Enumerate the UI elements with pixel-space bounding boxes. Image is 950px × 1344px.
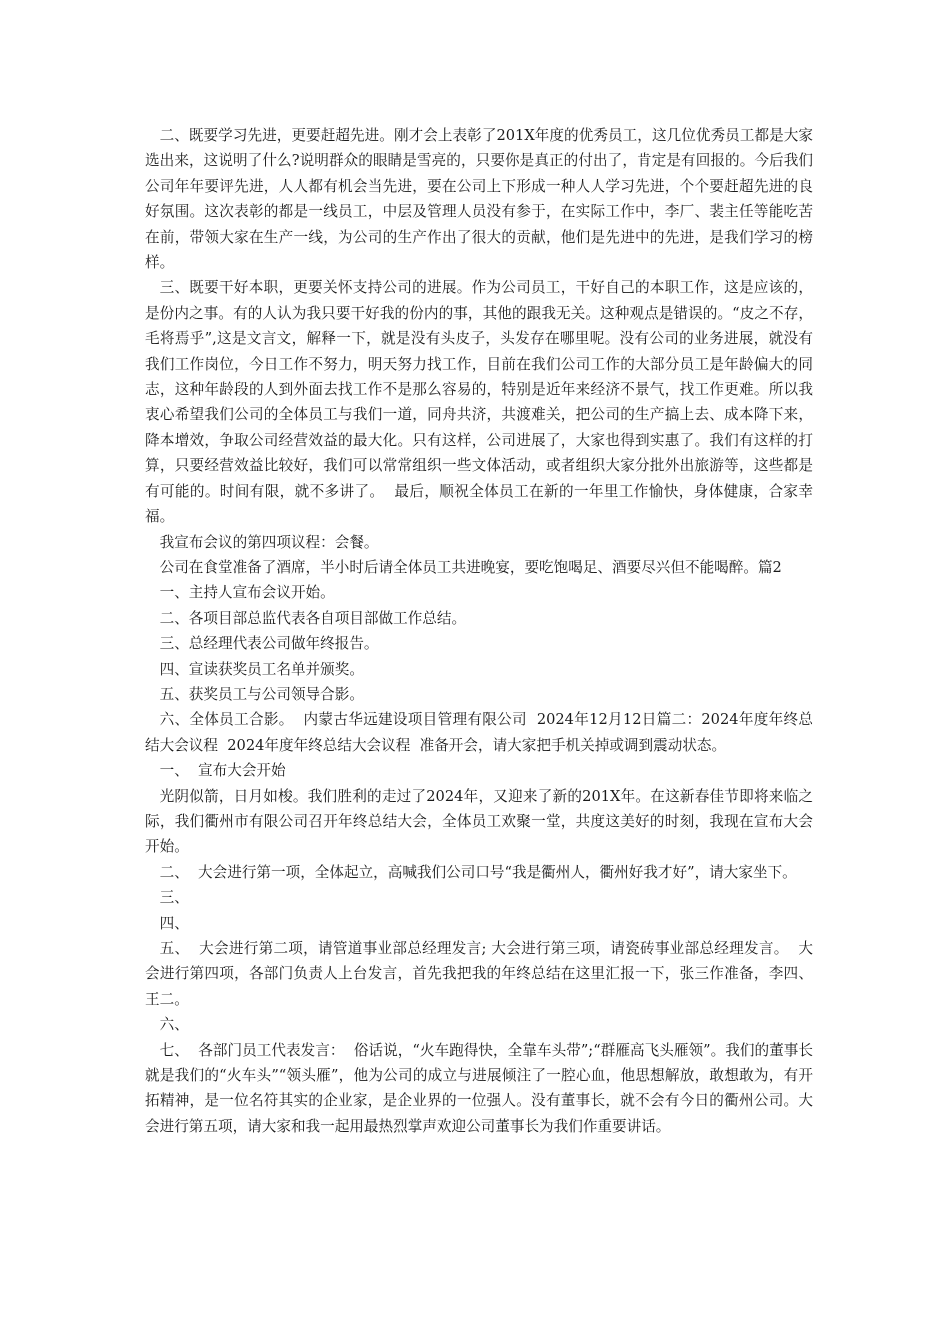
paragraph: 二、各项目部总监代表各自项目部做工作总结。 bbox=[159, 609, 467, 627]
paragraph: 二、 大会进行第一项，全体起立，高喊我们公司口号“我是衢州人，衢州好我才好”，请大家坐下。 bbox=[159, 863, 797, 881]
paragraph: 三、总经理代表公司做年终报告。 bbox=[159, 635, 379, 653]
paragraph: 五、获奖员工与公司领导合影。 bbox=[159, 685, 364, 703]
paragraph: 一、 宣布大会开始 bbox=[159, 762, 286, 780]
paragraph: 二、既要学习先进，更要赶超先进。刚才会上表彰了201X年度的优秀员工，这几位优秀员工都是大家选出来，这说明了什么?说明群众的眼睛是雪亮的，只要你是真正的付出了，肯定是有回报的。今后我们公司年年要评先进，人人都有机会当先进，要在公司上下形成一种人人学习先进，个个要赶超先进的良好氛围。这次表彰的都是一线员工，中层及管理人员没有参于，在实际工作中，李厂、裴主任等能吃苦在前，带领大家在生产一线，为公司的生产作出了很大的贡献，他们是先进中的先进，是我们学习的榜样。 bbox=[145, 127, 813, 272]
paragraph: 五、 大会进行第二项，请管道事业部总经理发言; 大会进行第三项，请瓷砖事业部总经理发言。 大会进行第四项，各部门负责人上台发言，首先我把我的年终总结在这里汇报一下，张三作准备，李四、王二。 bbox=[145, 940, 813, 1008]
document-body bbox=[145, 123, 813, 1139]
paragraph: 三、既要干好本职，更要关怀支持公司的进展。作为公司员工，干好自己的本职工作，这是应该的，是份内之事。有的人认为我只要干好我的份内的事，其他的跟我无关。这种观点是错误的。“皮之不存，毛将焉乎”,这是文言文，解释一下，就是没有头皮子，头发存在哪里呢。没有公司的业务进展，就没有我们工作岗位，今日工作不努力，明天努力找工作，目前在我们公司工作的大部分员工是年龄偏大的同志，这种年龄段的人到外面去找工作不是那么容易的，特别是近年来经济不景气，找工作更难。所以我衷心希望我们公司的全体员工与我们一道，同舟共济，共渡难关，把公司的生产搞上去、成本降下来，降本增效，争取公司经营效益的最大化。只有这样，公司进展了，大家也得到实惠了。我们有这样的打算，只要经营效益比较好，我们可以常常组织一些文体活动，或者组织大家分批外出旅游等，这些都是有可能的。时间有限，就不多讲了。 最后，顺祝全体员工在新的一年里工作愉快，身体健康，合家幸福。 bbox=[145, 279, 813, 526]
paragraph: 四、 bbox=[159, 914, 189, 932]
paragraph: 四、宣读获奖员工名单并颁奖。 bbox=[159, 660, 364, 678]
paragraph: 六、 bbox=[159, 1016, 189, 1034]
paragraph: 七、 各部门员工代表发言： 俗话说，“火车跑得快，全靠车头带”;“群雁高飞头雁领”。我们的董事长就是我们的“火车头”“领头雁”，他为公司的成立与进展倾注了一腔心血，他思想解放，敢想敢为，有开拓精神，是一位名符其实的企业家，是企业界的一位强人。没有董事长，就不会有今日的衢州公司。大会进行第五项，请大家和我一起用最热烈掌声欢迎公司董事长为我们作重要讲话。 bbox=[145, 1041, 813, 1135]
paragraph: 三、 bbox=[159, 889, 189, 907]
paragraph: 一、主持人宣布会议开始。 bbox=[159, 584, 335, 602]
paragraph: 我宣布会议的第四项议程：会餐。 bbox=[159, 533, 379, 551]
paragraph: 光阴似箭，日月如梭。我们胜利的走过了2024年，又迎来了新的201X年。在这新春佳节即将来临之际，我们衢州市有限公司召开年终总结大会，全体员工欢聚一堂，共度这美好的时刻，我现在宣布大会开始。 bbox=[145, 787, 813, 856]
paragraph: 公司在食堂准备了酒席，半小时后请全体员工共进晚宴，要吃饱喝足、酒要尽兴但不能喝醉。篇2 bbox=[159, 558, 782, 576]
paragraph: 六、全体员工合影。 内蒙古华远建设项目管理有限公司 2024年12月12日篇二：2024年度年终总结大会议程 2024年度年终总结大会议程 准备开会，请大家把手机关掉或调到震动状态。 bbox=[145, 711, 813, 754]
